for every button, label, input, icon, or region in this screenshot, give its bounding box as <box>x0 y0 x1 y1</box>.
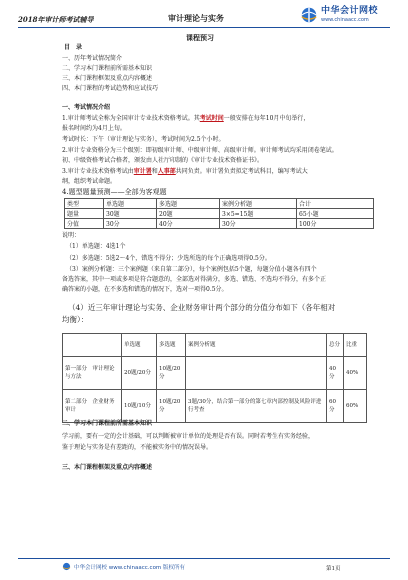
table-cell: 60% <box>344 390 367 423</box>
paragraph-line: 学习前，要有一定的会计基础，可以判断被审计单位的处理是否有误。同时若考生有实务经验， <box>62 433 315 440</box>
table-header-row <box>65 199 374 209</box>
header-course-label: 2018年审计师考试辅导 <box>18 15 94 24</box>
note-line: 备选答案，其中一项或多项是符合题意的，全部选对得满分，多选、错选、不选均不得分，有多个正 <box>62 276 327 283</box>
paragraph-line: 初、中级资格考试合格者，颁发由人社厅印制的《审计专业技术资格证书》。 <box>62 157 264 164</box>
table-cell: 比重 <box>344 334 367 357</box>
table-cell: 100分 <box>297 219 374 229</box>
table-row <box>63 390 367 423</box>
table-header-row <box>63 334 367 357</box>
table-cell: 40分 <box>327 357 344 390</box>
page-title: 课程预习 <box>186 33 214 42</box>
table-cell <box>63 334 122 357</box>
paragraph-line: 均衡）： <box>62 315 89 324</box>
table-cell: 案例分析题 <box>186 334 327 357</box>
table-cell: 30题 <box>104 209 157 219</box>
globe-logo-icon <box>62 562 71 571</box>
text-run: 和 <box>151 168 158 175</box>
globe-logo-icon <box>300 6 318 24</box>
table-cell: 30分 <box>220 219 297 229</box>
paragraph-line: 报名时间约为4月上旬。 <box>62 125 126 132</box>
footer-divider <box>18 558 390 559</box>
text-run: 3.审计专业技术资格考试由 <box>62 168 134 175</box>
text-run: 共同负责。审计署负责拟定考试科目，编写考试大 <box>175 168 308 175</box>
table-cell: 40分 <box>157 219 220 229</box>
paragraph-line: 考试时长：下午（审计理论与实务），考试时间为2.5个小时。 <box>62 136 225 143</box>
footer-brand <box>62 562 185 571</box>
table-cell: 20题 <box>157 209 220 219</box>
toc-heading: 目 录 <box>64 44 83 51</box>
table-cell: 10题/20分 <box>157 390 186 423</box>
page-footer <box>0 545 408 580</box>
table-row <box>63 357 367 390</box>
paragraph-line: 鉴于理论与实务是有差距的，不能被实务中的情况误导。 <box>62 444 213 451</box>
note-line: （1）单选题：4选1个 <box>66 243 126 250</box>
section-heading-framework: 三、本门课程框架及重点内容概述 <box>62 464 153 471</box>
table-row <box>65 209 374 219</box>
brand-logo <box>300 6 378 24</box>
table-cell: 10题/20分 <box>157 357 186 390</box>
table-cell: 总分 <box>327 334 344 357</box>
highlight-audit-office: 审计署 <box>133 168 152 175</box>
table-cell: 3题/30分，结合第一部分的第七章内部控制及风险评进行考查 <box>186 390 327 423</box>
table-cell: 3×5=15题 <box>220 209 297 219</box>
table-cell: 多选题 <box>157 199 220 209</box>
text-run: 一般安排在每年10月中旬举行， <box>223 115 310 122</box>
paragraph-line <box>62 168 308 176</box>
table-cell: 题量 <box>65 209 104 219</box>
table-cell: 20题/20分 <box>122 357 157 390</box>
page-number: 第1页 <box>326 566 341 572</box>
table-cell: 第二部分 企业财务审计 <box>63 390 122 423</box>
table-cell: 案例分析题 <box>220 199 297 209</box>
table-cell: 类型 <box>65 199 104 209</box>
table-cell: 第一部分 审计理论与方法 <box>63 357 122 390</box>
header-divider <box>18 27 390 28</box>
note-line: （3）案例分析题：三个案例题（来自第二部分），每个案例包括5个题，每题分值小题各有四个 <box>66 266 317 273</box>
question-types-table <box>64 198 374 229</box>
text-run: 1.审计师考试全称为全国审计专业技术资格考试。其 <box>62 115 200 122</box>
highlight-exam-time: 考试时间 <box>199 115 224 122</box>
paragraph-line: 纲，组织考试命题。 <box>62 178 117 185</box>
page-header <box>0 0 408 30</box>
section-heading-exam-intro: 一、考试情况介绍 <box>62 104 111 111</box>
toc-item: 一、历年考试情况简介 <box>62 55 123 62</box>
table-cell: 65小题 <box>297 209 374 219</box>
paragraph-line <box>62 115 309 123</box>
header-subject-title: 审计理论与实务 <box>168 13 224 23</box>
table-row <box>65 219 374 229</box>
table-cell: 分值 <box>65 219 104 229</box>
table-cell <box>186 357 327 390</box>
table-cell: 60分 <box>327 390 344 423</box>
paragraph-line: （4）近三年审计理论与实务、企业财务审计两个部分的分值分布如下（各年相对 <box>68 303 336 312</box>
note-line: 确答案的小题，在不多选和错选的情况下，选对一项得0.5分。 <box>62 286 228 293</box>
toc-item: 四、本门课程的考试趋势和应试技巧 <box>62 85 159 92</box>
note-heading: 说明： <box>62 232 81 239</box>
subheading-question-types: 4.题型题量预测——全部为客观题 <box>62 188 167 196</box>
note-line: （2）多选题：5选2～4个，错选不得分；少选所选的每个正确选项得0.5分。 <box>66 255 271 262</box>
paragraph-line: 2.审计专业资格分为三个级别：即初级审计师、中级审计师、高级审计师。审计师考试均采用闭卷笔试。 <box>62 147 338 154</box>
highlight-personnel-ministry: 人事部 <box>157 168 176 175</box>
toc-item: 二、学习本门课程前所需基本知识 <box>62 65 153 72</box>
table-cell: 单选题 <box>104 199 157 209</box>
table-cell: 10题/10分 <box>122 390 157 423</box>
logo-brand-name: 中华会计网校 <box>321 6 379 16</box>
footer-brand-text: 中华会计网校 www.chinaacc.com 版权所有 <box>74 564 186 571</box>
table-cell: 40% <box>344 357 367 390</box>
score-distribution-table <box>62 333 367 423</box>
toc-item: 三、本门课程框架及重点内容概述 <box>62 75 153 82</box>
table-cell: 30分 <box>104 219 157 229</box>
table-cell: 多选题 <box>157 334 186 357</box>
table-cell: 合计 <box>297 199 374 209</box>
table-cell: 单选题 <box>122 334 157 357</box>
logo-url: www.chinaacc.com <box>321 17 369 23</box>
section-heading-prerequisites: 二、学习本门课程前所需基本知识 <box>62 420 153 427</box>
